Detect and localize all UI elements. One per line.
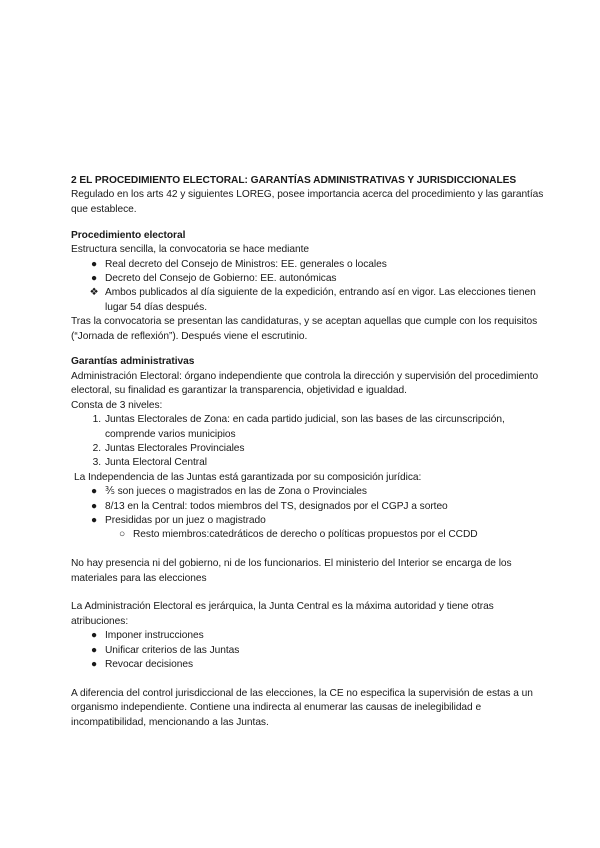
bullet-icon: ● (90, 658, 98, 670)
bullet-icon: ● (90, 272, 98, 284)
independence-paragraph: La Independencia de las Juntas está garantizada por su composición jurídica: (74, 471, 422, 483)
list-item-text: Ambos publicados al día siguiente de la expedición, entrando así en vigor. Las elecciones tienen lugar 54 días después. (105, 287, 536, 313)
bullet-icon: ● (90, 500, 98, 512)
document-body (71, 174, 553, 730)
levels-list (71, 413, 553, 471)
list-item (71, 629, 553, 643)
list-item (71, 485, 553, 499)
list-item-text: Resto miembros:catedráticos de derecho o políticas propuestos por el CCDD (133, 529, 478, 541)
jerarquica-paragraph: La Administración Electoral es jerárquica, la Junta Central es la máxima autoridad y tiene otras atribuciones: (71, 601, 494, 627)
procedimiento-lead: Estructura sencilla, la convocatoria se hace mediante (71, 244, 310, 256)
list-item-text: Presididas por un juez o magistrado (105, 514, 266, 526)
bullet-icon: ● (90, 486, 98, 498)
garantias-paragraph: Administración Electoral: órgano independiente que controla la dirección y supervisión del procedimiento electoral, su finalidad es garantizar la transparencia, objetividad e igualdad. (71, 370, 539, 397)
atribuciones-list (71, 629, 553, 672)
list-item-text: Juntas Electorales Provinciales (105, 442, 245, 454)
list-item (71, 500, 553, 514)
list-item (71, 644, 553, 658)
diamond-bullet-icon: ❖ (89, 287, 99, 299)
garantias-lead: Consta de 3 niveles: (71, 399, 163, 411)
intro-paragraph: Regulado en los arts 42 y siguientes LOREG, posee importancia acerca del procedimiento y las garantías que establece. (71, 189, 544, 215)
number-marker: 1. (92, 414, 101, 426)
list-item-text: Real decreto del Consejo de Ministros: EE. generales o locales (105, 258, 387, 270)
list-item-text: Unificar criterios de las Juntas (105, 644, 240, 656)
procedimiento-list (71, 258, 553, 316)
list-item (71, 272, 553, 286)
procedimiento-closing: Tras la convocatoria se presentan las candidaturas, y se aceptan aquellas que cumple con los requisitos (“Jornada de reflexión”). Después viene el escrutinio. (71, 316, 538, 342)
list-item-text: Junta Electoral Central (105, 457, 207, 469)
bullet-icon: ● (90, 514, 98, 526)
garantias-heading: Garantías administrativas (71, 356, 195, 368)
section-title: 2 EL PROCEDIMIENTO ELECTORAL: GARANTÍAS ADMINISTRATIVAS Y JURISDICCIONALES (71, 175, 517, 186)
procedimiento-heading: Procedimiento electoral (71, 229, 186, 241)
list-item-text: 8/13 en la Central: todos miembros del TS, designados por el CGPJ a sorteo (105, 500, 448, 512)
no-presence-paragraph: No hay presencia ni del gobierno, ni de los funcionarios. El ministerio del Interior se encarga de los materiales para las elecciones (71, 558, 512, 584)
list-item (71, 258, 553, 272)
list-item (71, 286, 553, 315)
composition-list (71, 485, 553, 543)
list-item (71, 442, 553, 456)
list-item (71, 514, 553, 528)
number-marker: 2. (92, 442, 101, 454)
list-item-text: Revocar decisiones (105, 658, 194, 670)
final-paragraph: A diferencia del control jurisdiccional de las elecciones, la CE no especifica la supervisión de estas a un organismo independiente. Contiene una indirecta al enumerar las causas de inelegibilidad e incompatibilidad, mencionando a las Juntas. (71, 687, 533, 728)
list-item-text: Juntas Electorales de Zona: en cada partido judicial, son las bases de las circunscripción, comprende varios municipios (105, 414, 505, 440)
list-item-text: Imponer instrucciones (105, 630, 204, 642)
sub-list-item (71, 528, 553, 542)
list-item-text: ⅗ son jueces o magistrados en las de Zona o Provinciales (105, 486, 367, 498)
number-marker: 3. (92, 457, 101, 469)
list-item (71, 456, 553, 470)
list-item (71, 413, 553, 442)
list-item-text: Decreto del Consejo de Gobierno: EE. autonómicas (105, 272, 337, 284)
list-item (71, 658, 553, 672)
circle-bullet-icon: ○ (118, 529, 126, 541)
bullet-icon: ● (90, 630, 98, 642)
bullet-icon: ● (90, 258, 98, 270)
bullet-icon: ● (90, 644, 98, 656)
